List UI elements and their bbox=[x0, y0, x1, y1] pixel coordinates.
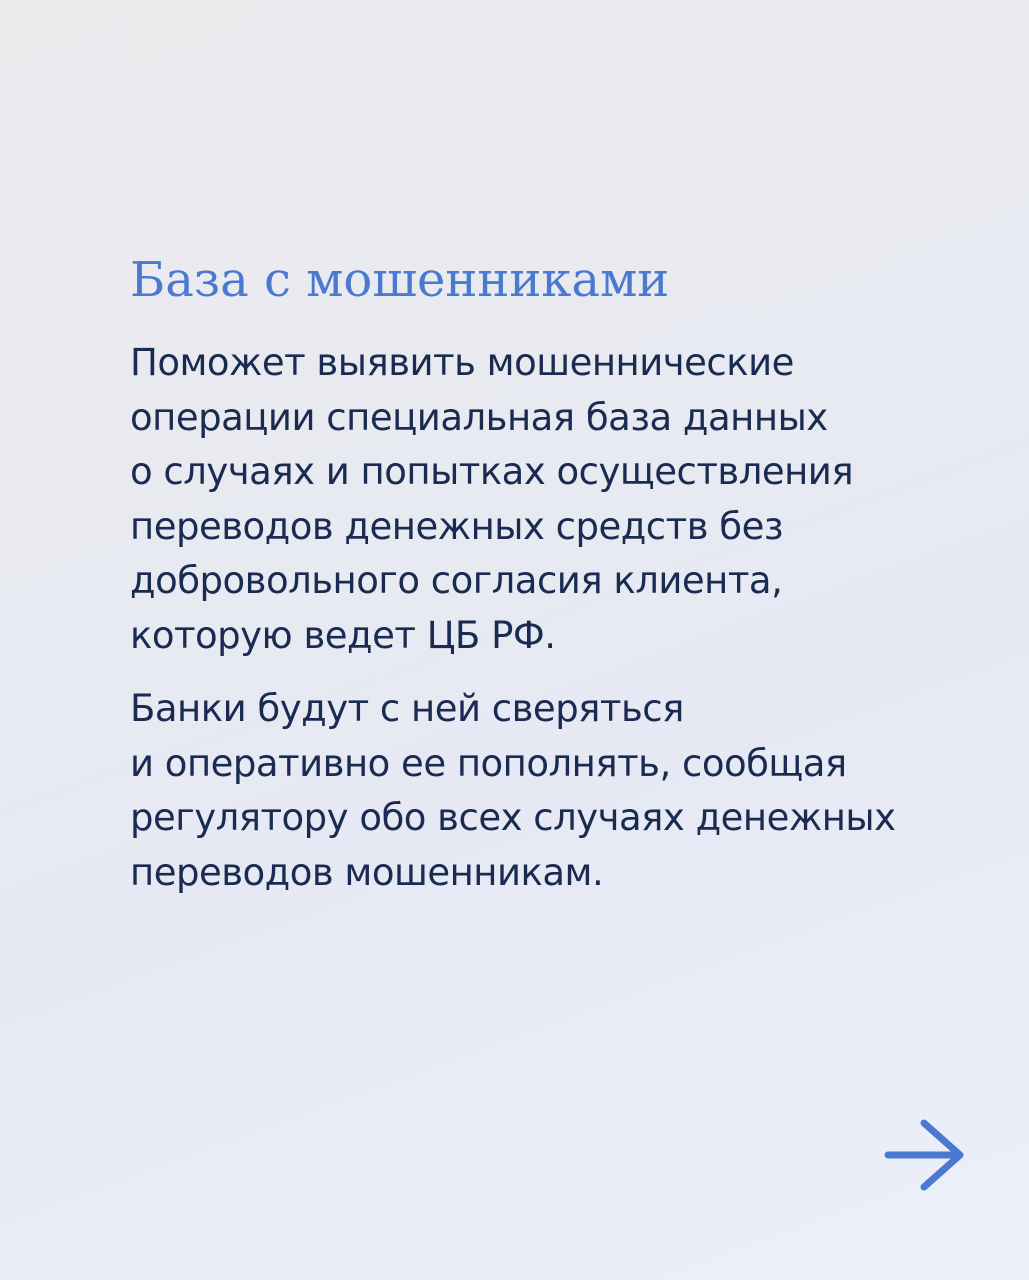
paragraph-2 bbox=[130, 682, 990, 900]
paragraph-1-line: операции специальная база данных bbox=[130, 395, 828, 439]
paragraph-2-line: Банки будут с ней сверяться bbox=[130, 687, 684, 730]
paragraph-2-line: регулятору обо всех случаях денежных bbox=[130, 796, 896, 839]
paragraph-1-line: переводов денежных средств без bbox=[130, 504, 784, 548]
paragraph-1 bbox=[130, 336, 990, 663]
paragraph-2-line: и оперативно ее пополнять, сообщая bbox=[130, 741, 847, 785]
paragraph-1-line: о случаях и попытках осуществления bbox=[130, 450, 854, 493]
slide-title: База с мошенниками bbox=[130, 252, 670, 308]
arrow-right-icon bbox=[884, 1118, 966, 1192]
paragraph-1-line: которую ведет ЦБ РФ. bbox=[130, 613, 556, 657]
paragraph-1-line: Поможет выявить мошеннические bbox=[130, 341, 794, 384]
paragraph-1-line: добровольного согласия клиента, bbox=[130, 559, 783, 602]
paragraph-2-line: переводов мошенникам. bbox=[130, 850, 604, 894]
next-slide-button[interactable] bbox=[884, 1118, 966, 1192]
